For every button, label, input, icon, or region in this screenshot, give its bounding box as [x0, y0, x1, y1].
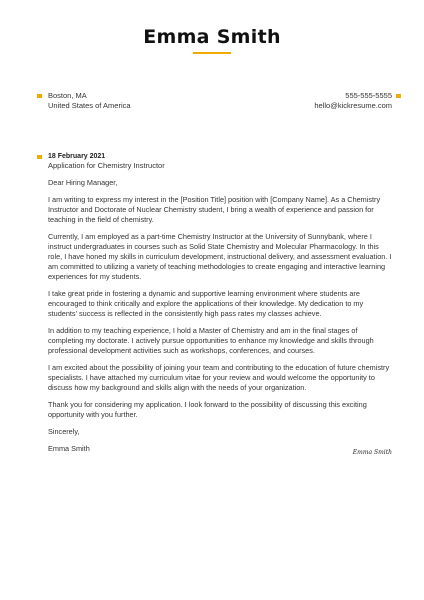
letter-closing: Sincerely, — [48, 427, 80, 437]
contact-address — [37, 91, 131, 111]
letter-paragraph: Currently, I am employed as a part-time Chemistry Instructor at the University of Sunnybank, where I instruct undergraduates in courses such as Solid State Chemistry and Molecular Pharmacology. In this role, I have honed my skills in curriculum development, instructional delivery, and assessment evaluation. I am committed to utilizing a variety of teaching methodologies to create engaging and interactive learning experiences for my students. — [48, 232, 392, 281]
letter-paragraph: In addition to my teaching experience, I hold a Master of Chemistry and am in the final stages of completing my doctorate. I actively pursue opportunities to enhance my knowledge and skills through professional development activities such as workshops, conferences, and courses. — [48, 325, 374, 355]
date-bullet-icon — [37, 155, 42, 159]
contact-phone: 555-555-5555 — [345, 91, 392, 100]
handwritten-signature: Emma Smith — [352, 449, 392, 456]
contact-details — [314, 91, 392, 111]
letter-signature-name: Emma Smith — [48, 444, 90, 454]
contact-email: hello@kickresume.com — [314, 101, 392, 110]
letter-paragraph: I am excited about the possibility of joining your team and contributing to the education of future chemistry specialists. I have attached my curriculum vitae for your review and would welcome the opportunity to discuss how my background and skills align with the needs of your organization. — [48, 362, 390, 392]
letter-body — [48, 178, 394, 462]
letter-greeting: Dear Hiring Manager, — [48, 178, 118, 187]
contact-city: Boston, MA — [48, 91, 87, 100]
letter-paragraph: I am writing to express my interest in the [Position Title] position with [Company Name]. As a Chemistry Instructor and Doctorate of Nuclear Chemistry student, I bring a wealth of experience and passion for teaching in the field of chemistry. — [48, 195, 381, 224]
letter-paragraph: Thank you for considering my application. I look forward to the possibility of discussing this exciting opportunity with you further. — [48, 399, 367, 419]
letter-date: 18 February 2021 — [48, 153, 106, 160]
letter-paragraph: I take great pride in fostering a dynamic and supportive learning environment where students are encouraged to think critically and explore the applications of their knowledge. My dedication to my students' success is reflected in the consistently high pass rates my classes achieve. — [48, 288, 364, 318]
name-underline-accent — [193, 52, 231, 54]
letter-subject: Application for Chemistry Instructor — [48, 161, 165, 170]
contact-right-bullet-icon — [396, 94, 401, 98]
contact-country: United States of America — [48, 101, 131, 110]
applicant-name: Emma Smith — [143, 26, 281, 48]
